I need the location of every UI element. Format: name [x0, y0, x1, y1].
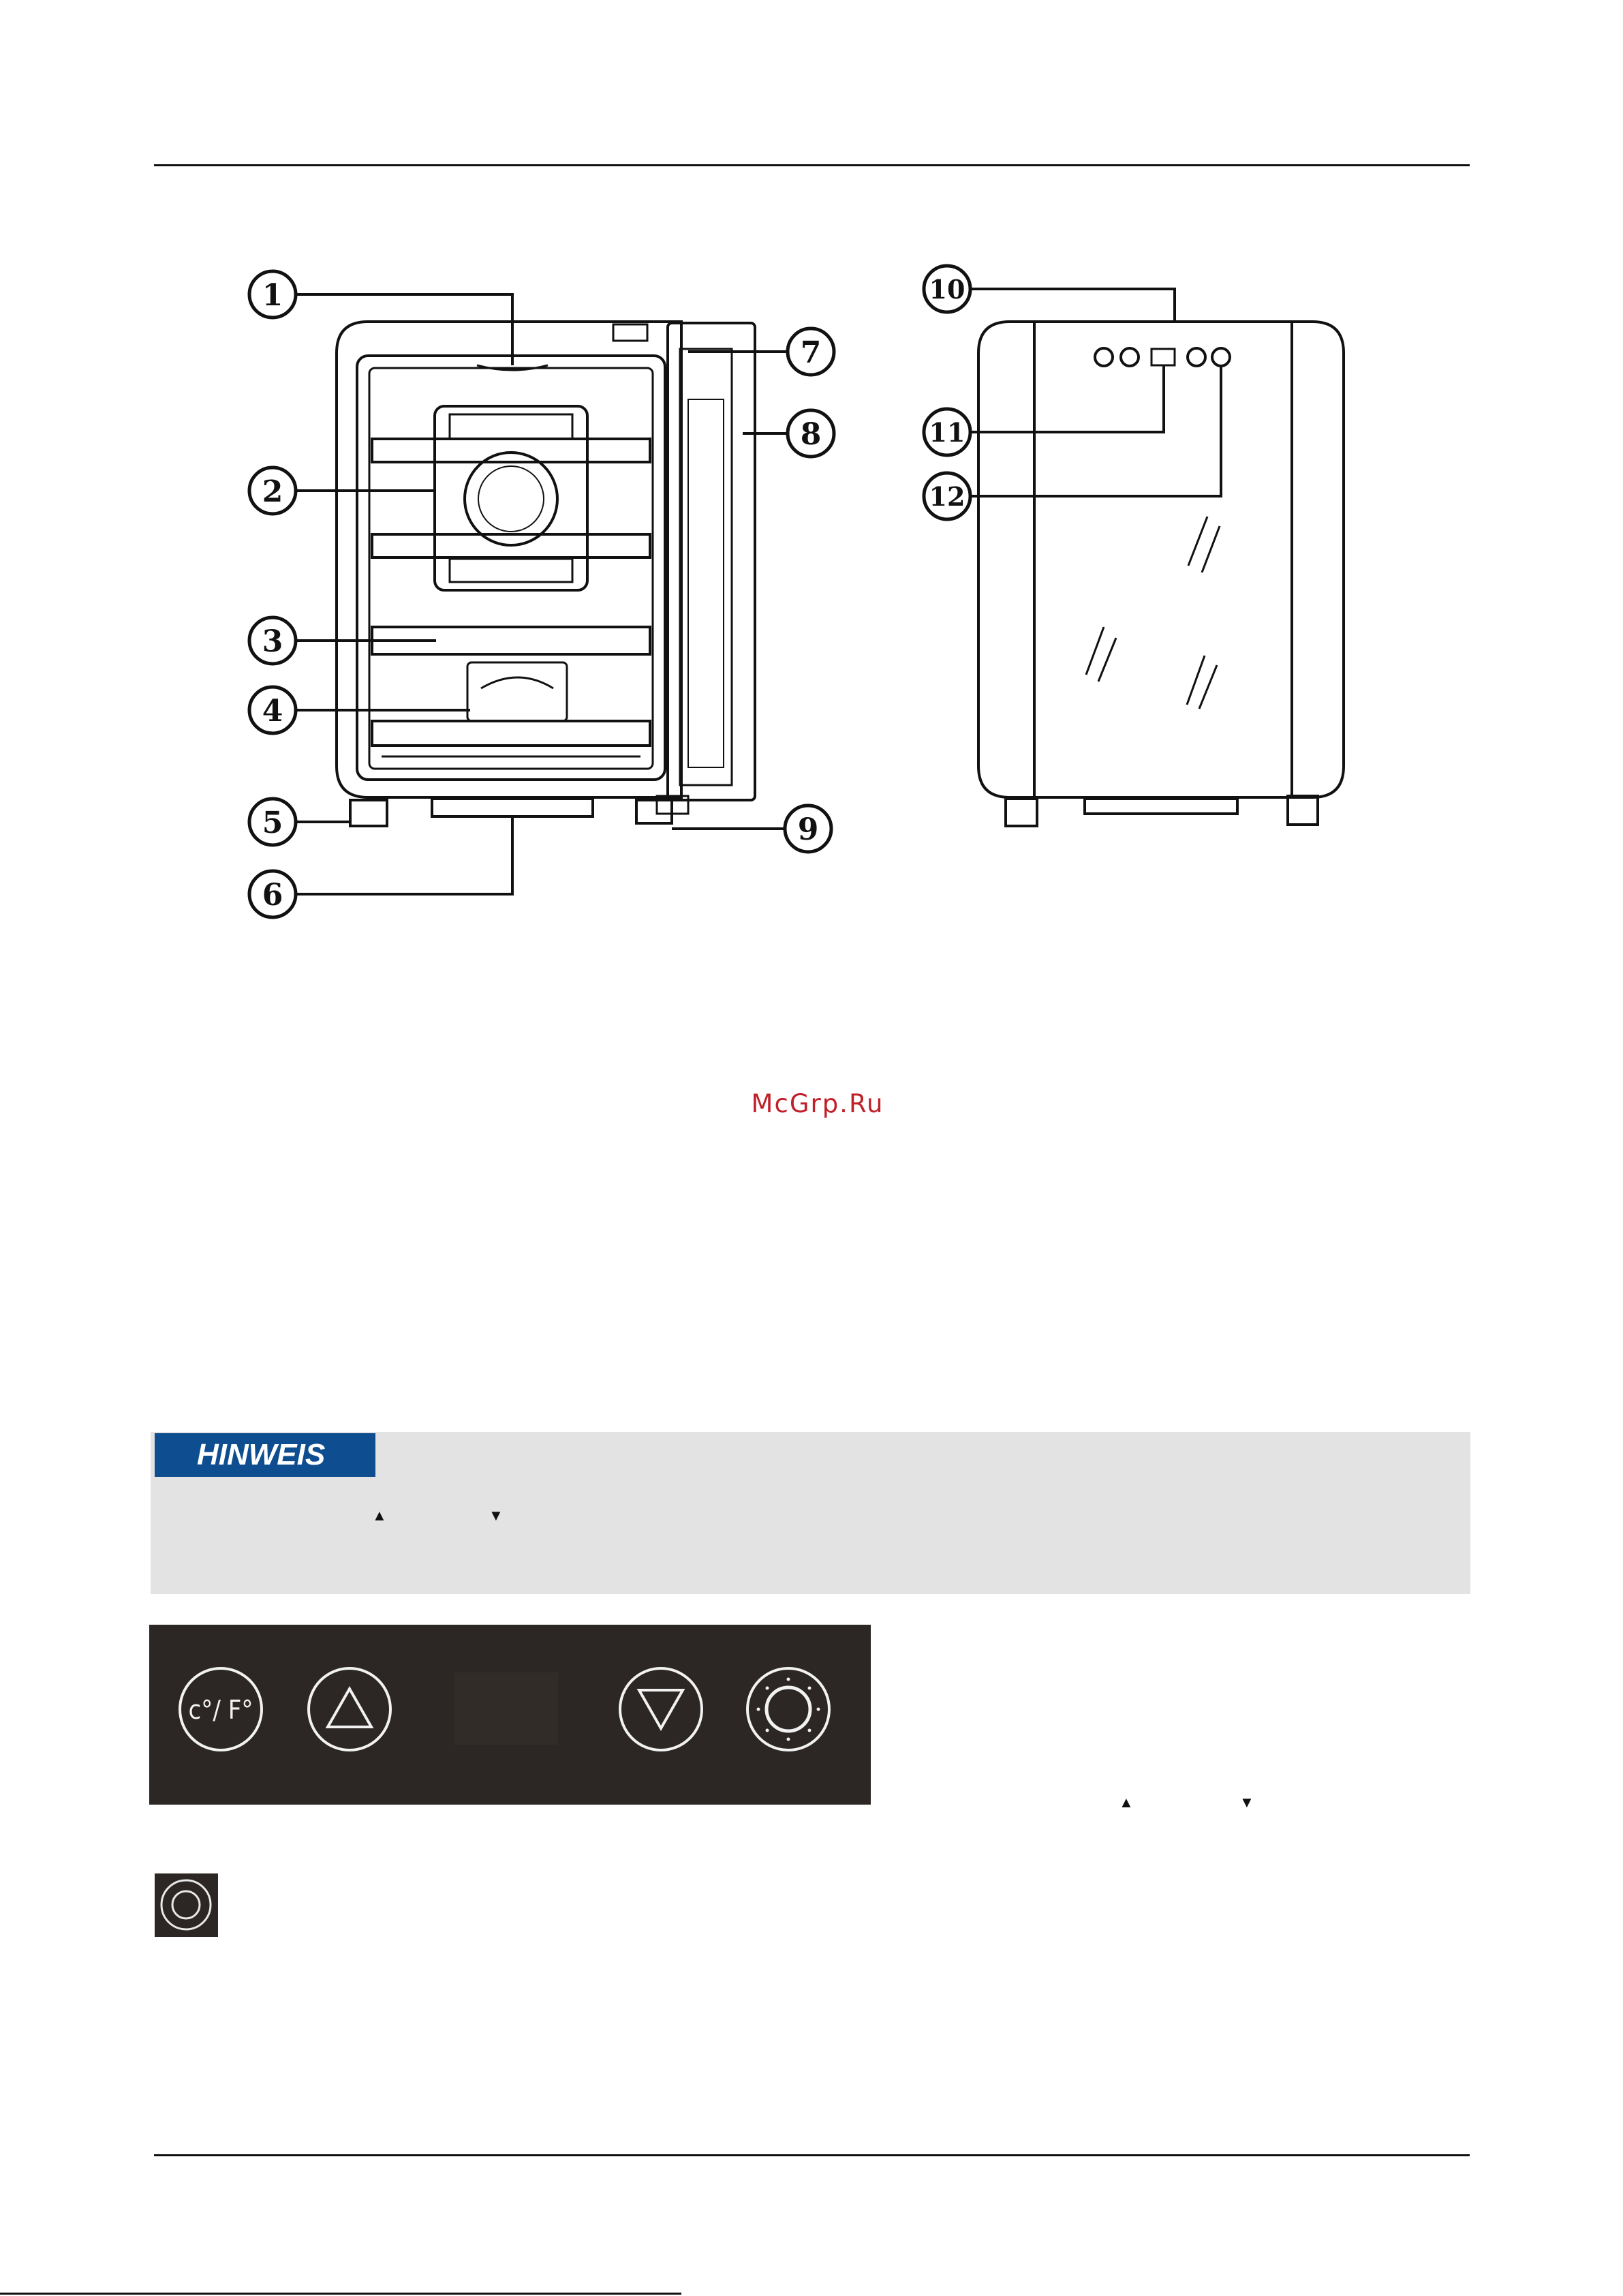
up-triangle-icon: [328, 1689, 371, 1727]
door-down-button: [1188, 348, 1205, 366]
up-button: [309, 1668, 390, 1750]
callout-3-label: 3: [262, 624, 283, 659]
watermark: McGrp.Ru: [751, 1089, 884, 1118]
header-rule: [154, 164, 1470, 166]
down-button: [620, 1668, 702, 1750]
door-display: [1151, 349, 1175, 365]
fan-housing: [435, 406, 587, 590]
drip-tray: [467, 662, 567, 721]
door-up-button: [1121, 348, 1139, 366]
power-thumb-icon: [172, 1891, 200, 1918]
foot-right: [636, 800, 672, 823]
bottom-edge-rule: [0, 2293, 681, 2295]
callout-5-label: 5: [262, 806, 283, 840]
power-icon: [767, 1687, 810, 1731]
down-triangle-icon: [639, 1690, 683, 1728]
unit-toggle-label: c°/ F°: [188, 1695, 253, 1725]
temperature-display: [454, 1672, 558, 1745]
callout-10-label: 10: [929, 274, 965, 305]
foot-left: [350, 800, 387, 826]
control-panel: [149, 1625, 871, 1805]
door-unit-button: [1095, 348, 1113, 366]
callout-2-label: 2: [262, 474, 283, 509]
note-up-arrow-icon: ▲: [372, 1507, 387, 1524]
shelf-1: [372, 439, 650, 462]
top-hinge: [613, 324, 647, 341]
control-panel-art: [149, 1625, 871, 1805]
power-thumb-ring: [161, 1880, 211, 1929]
inner-liner: [357, 356, 665, 780]
note-box: [151, 1432, 1470, 1594]
callout-1-label: 1: [262, 278, 283, 313]
callout-12-label: 12: [929, 481, 965, 512]
callout-7-label: 7: [800, 335, 822, 370]
callout-4-label: 4: [262, 694, 283, 729]
note-label: HINWEIS: [155, 1433, 375, 1477]
callout-6-label: 6: [262, 878, 283, 913]
door-view-diagram: [913, 259, 1356, 845]
base-vent: [432, 799, 593, 816]
power-button-thumbnail: [155, 1873, 218, 1937]
shelf-4: [372, 721, 650, 746]
callout-11-label: 11: [929, 417, 965, 448]
note-down-arrow-icon: ▼: [489, 1507, 504, 1524]
side-up-arrow-icon: ▲: [1119, 1794, 1134, 1811]
door-power-button: [1212, 348, 1230, 366]
side-down-arrow-icon: ▼: [1239, 1794, 1254, 1811]
callout-9-label: 9: [797, 812, 819, 847]
footer-rule: [154, 2154, 1470, 2156]
front-view-diagram: [232, 259, 865, 934]
callout-8-label: 8: [800, 417, 822, 452]
